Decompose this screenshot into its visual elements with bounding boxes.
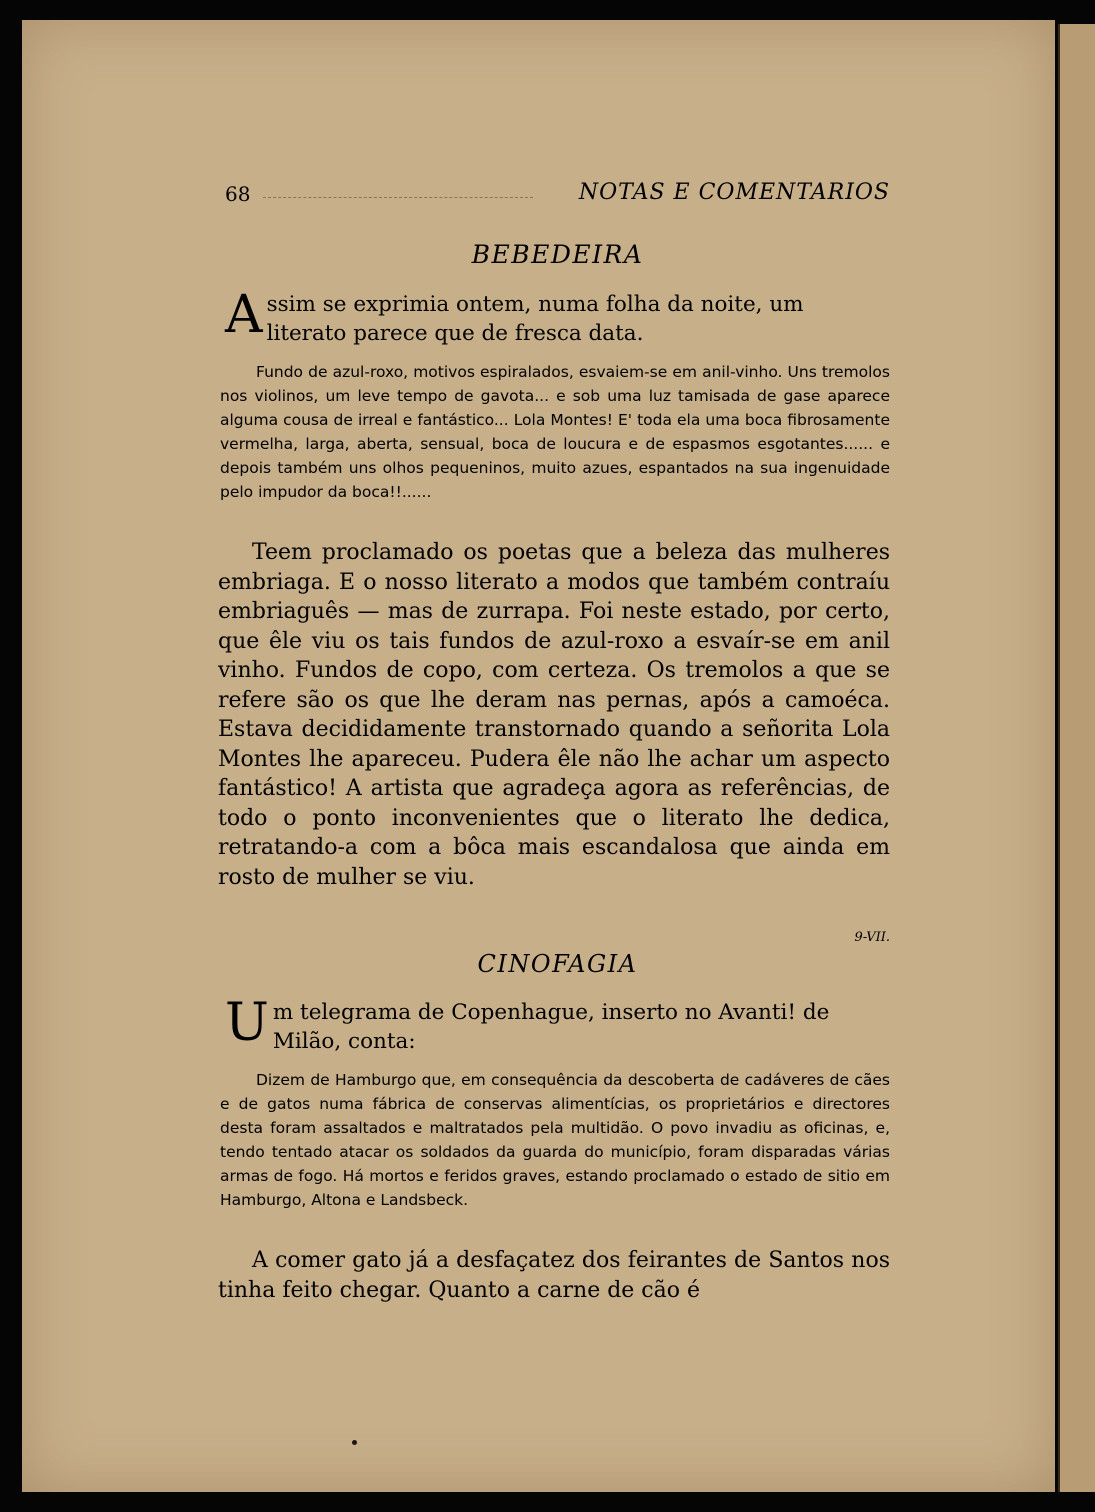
date-signature: 9-VII. (854, 930, 890, 945)
section-intro-cinofagia (225, 993, 890, 1056)
section-title-bebedeira: BEBEDEIRA (471, 240, 644, 269)
adjacent-page-edge (1058, 24, 1095, 1492)
quoted-passage-bebedeira: Fundo de azul-roxo, motivos espiralados, esvaiem-se em anil-vinho. Uns tremolos nos violinos, um leve tempo de gavota... e sob uma luz tamisada de gase aparece alguma cousa de irreal e fantástico... Lola Montes! E' toda ela uma boca fibrosamente vermelha, larga, aberta, sensual, boca de loucura e de espasmos esgotantes...... e depois também uns olhos pequeninos, muito azues, espantados na sua ingenuidade pelo impudor da boca!!...... (220, 363, 890, 501)
drop-cap: U (225, 993, 269, 1053)
page-header (225, 180, 890, 210)
commentary-cinofagia: A comer gato já a desfaçatez dos feirantes de Santos nos tinha feito chegar. Quanto a carne de cão é (218, 1248, 890, 1303)
commentary-bebedeira: Teem proclamado os poetas que a beleza das mulheres embriaga. E o nosso literato a modos que também contraíu embriaguês — mas de zurrapa. Foi neste estado, por certo, que êle viu os tais fundos de azul-roxo a esvaír-se em anil vinho. Fundos de copo, com certeza. Os tremolos a que se refere são os que lhe deram nas pernas, após a camoéca. Estava decididamente transtornado quando a señorita Lola Montes lhe apareceu. Pudera êle não lhe achar um aspecto fantástico! A artista que agradeça agora as referências, de todo o ponto inconvenientes que o literato lhe dedica, retratando-a com a bôca mais escandalosa que ainda em rosto de mulher se viu. (218, 540, 890, 890)
quoted-passage-cinofagia: Dizem de Hamburgo que, em consequência da descoberta de cadáveres de cães e de gatos numa fábrica de conservas alimentícias, os proprietários e directores desta foram assaltados e maltratados pela multidão. O povo invadiu as oficinas, e, tendo tentado atacar os soldados da guarda do município, foram disparadas várias armas de fogo. Há mortos e feridos graves, estando proclamado o estado de sitio em Hamburgo, Altona e Landsbeck. (220, 1071, 890, 1209)
intro-text: ssim se exprimia ontem, numa folha da noite, um literato parece que de fresca data. (266, 292, 804, 346)
running-head: NOTAS E COMENTARIOS (578, 180, 890, 205)
ink-speck (352, 1440, 357, 1445)
page-number: 68 (225, 182, 251, 206)
drop-cap: A (225, 285, 263, 345)
section-title-cinofagia: CINOFAGIA (477, 950, 638, 978)
header-rule (263, 197, 533, 198)
intro-text: m telegrama de Copenhague, inserto no Avanti! de Milão, conta: (272, 1000, 830, 1054)
section-intro-bebedeira (225, 285, 890, 348)
